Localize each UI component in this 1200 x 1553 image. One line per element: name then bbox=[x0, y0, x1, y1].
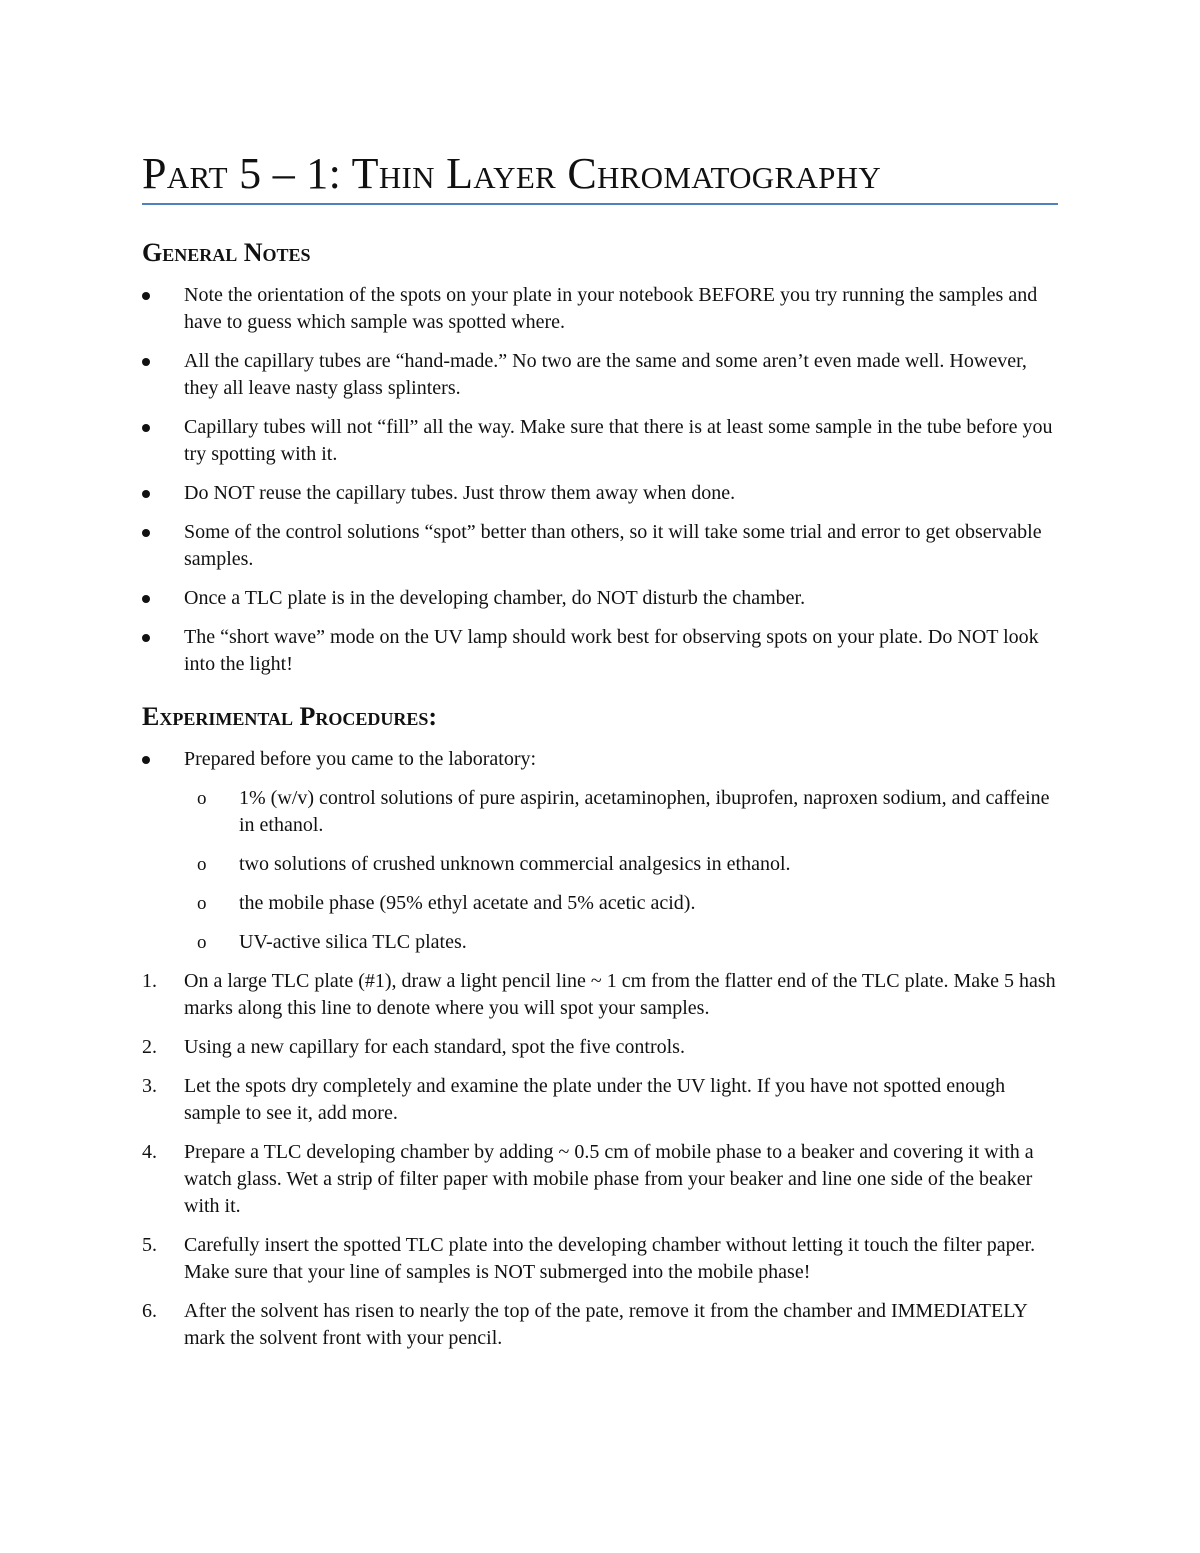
list-item-text: Once a TLC plate is in the developing chamber, do NOT disturb the chamber. bbox=[184, 587, 806, 609]
step-text: Prepare a TLC developing chamber by adding ~ 0.5 cm of mobile phase to a beaker and covering it with a watch glass. Wet a strip of filter paper with mobile phase from your beaker and line one side of the beaker with it. bbox=[184, 1141, 1034, 1217]
bullet-icon bbox=[142, 529, 150, 537]
step-number: 6. bbox=[142, 1300, 157, 1322]
list-item bbox=[142, 348, 1058, 402]
bullet-icon bbox=[142, 424, 150, 432]
page-title: Part 5 – 1: Thin Layer Chromatography bbox=[142, 149, 882, 198]
step-text: After the solvent has risen to nearly the top of the pate, remove it from the chamber and IMMEDIATELY mark the solvent front with your pencil. bbox=[184, 1300, 1028, 1349]
procedure-step bbox=[142, 1073, 1058, 1127]
procedure-step bbox=[142, 968, 1058, 1022]
sublist-item-text: the mobile phase (95% ethyl acetate and 5% acetic acid). bbox=[239, 892, 696, 914]
bullet-icon bbox=[142, 595, 150, 603]
general-notes-section bbox=[142, 238, 1058, 678]
list-item bbox=[142, 480, 1058, 507]
bullet-icon bbox=[142, 490, 150, 498]
list-item bbox=[142, 519, 1058, 573]
bullet-icon bbox=[142, 756, 150, 764]
procedure-step bbox=[142, 1034, 1058, 1061]
list-item-text: Some of the control solutions “spot” better than others, so it will take some trial and error to get observable samples. bbox=[184, 521, 1042, 570]
step-text: Using a new capillary for each standard, spot the five controls. bbox=[184, 1036, 685, 1058]
list-item-text: Capillary tubes will not “fill” all the way. Make sure that there is at least some sample in the tube before you try spotting with it. bbox=[184, 416, 1053, 465]
list-item-text: All the capillary tubes are “hand-made.” No two are the same and some aren’t even made well. However, they all leave nasty glass splinters. bbox=[184, 350, 1027, 399]
list-item bbox=[142, 282, 1058, 336]
circle-bullet-icon: o bbox=[197, 893, 207, 914]
step-number: 5. bbox=[142, 1234, 157, 1256]
sublist-item-text: two solutions of crushed unknown commercial analgesics in ethanol. bbox=[239, 853, 791, 875]
procedure-steps bbox=[142, 968, 1058, 1352]
sublist-item-text: UV-active silica TLC plates. bbox=[239, 931, 467, 953]
circle-bullet-icon: o bbox=[197, 788, 207, 809]
preparation-sublist bbox=[142, 785, 1058, 956]
step-number: 3. bbox=[142, 1075, 157, 1097]
step-number: 4. bbox=[142, 1141, 157, 1163]
list-item bbox=[142, 746, 1058, 773]
sublist-item bbox=[142, 785, 1058, 839]
sublist-item bbox=[142, 929, 1058, 956]
sublist-item bbox=[142, 851, 1058, 878]
step-text: On a large TLC plate (#1), draw a light pencil line ~ 1 cm from the flatter end of the TLC plate. Make 5 hash marks along this line to denote where you will spot your samples. bbox=[184, 970, 1056, 1019]
step-number: 1. bbox=[142, 970, 157, 992]
preparation-list bbox=[142, 746, 1058, 773]
experimental-procedures-heading: Experimental Procedures: bbox=[142, 702, 438, 731]
sublist-item-text: 1% (w/v) control solutions of pure aspirin, acetaminophen, ibuprofen, naproxen sodium, and caffeine in ethanol. bbox=[239, 787, 1050, 836]
title-underline bbox=[142, 203, 1058, 205]
procedure-step bbox=[142, 1139, 1058, 1220]
step-text: Carefully insert the spotted TLC plate into the developing chamber without letting it touch the filter paper. Make sure that your line of samples is NOT submerged into the mobile phase! bbox=[184, 1234, 1036, 1283]
list-item bbox=[142, 624, 1058, 678]
circle-bullet-icon: o bbox=[197, 854, 207, 875]
list-item-text: Prepared before you came to the laboratory: bbox=[184, 748, 537, 770]
list-item-text: The “short wave” mode on the UV lamp should work best for observing spots on your plate. Do NOT look into the light! bbox=[184, 626, 1039, 675]
experimental-procedures-section bbox=[142, 702, 1058, 1352]
list-item-text: Do NOT reuse the capillary tubes. Just throw them away when done. bbox=[184, 482, 736, 504]
general-notes-heading: General Notes bbox=[142, 238, 311, 267]
bullet-icon bbox=[142, 292, 150, 300]
list-item bbox=[142, 585, 1058, 612]
circle-bullet-icon: o bbox=[197, 932, 207, 953]
list-item bbox=[142, 414, 1058, 468]
general-notes-list bbox=[142, 282, 1058, 678]
procedure-step bbox=[142, 1232, 1058, 1286]
sublist-item bbox=[142, 890, 1058, 917]
bullet-icon bbox=[142, 358, 150, 366]
bullet-icon bbox=[142, 634, 150, 642]
step-number: 2. bbox=[142, 1036, 157, 1058]
list-item-text: Note the orientation of the spots on your plate in your notebook BEFORE you try running the samples and have to guess which sample was spotted where. bbox=[184, 284, 1038, 333]
step-text: Let the spots dry completely and examine the plate under the UV light. If you have not spotted enough sample to see it, add more. bbox=[184, 1075, 1006, 1124]
procedure-step bbox=[142, 1298, 1058, 1352]
